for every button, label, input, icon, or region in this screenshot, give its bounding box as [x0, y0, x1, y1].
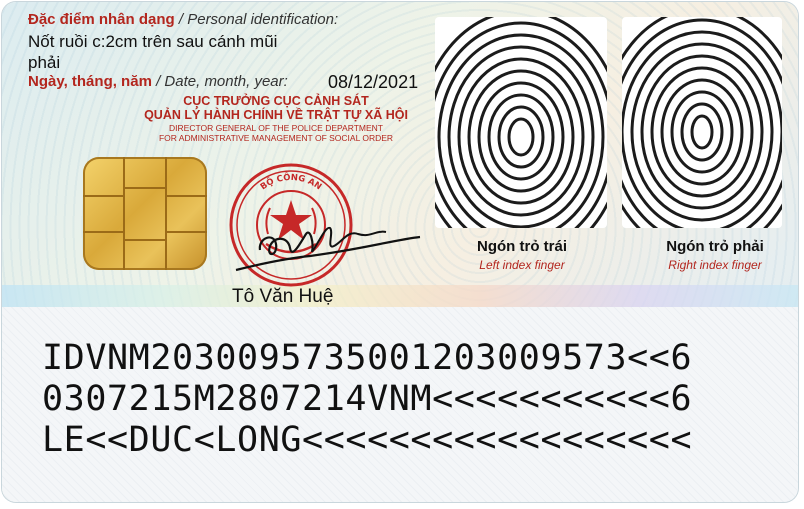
- identification-label-vn: Đặc điểm nhân dạng: [28, 11, 175, 28]
- date-label-vn: Ngày, tháng, năm: [28, 73, 152, 90]
- issue-date-value: 08/12/2021: [328, 72, 419, 92]
- holographic-strip: [2, 285, 798, 307]
- authority-title-en-line1: DIRECTOR GENERAL OF THE POLICE DEPARTMENT: [169, 123, 383, 133]
- left-index-fingerprint: [435, 17, 607, 228]
- mrz-line-1: IDVNM2030095735001203009573<<6: [42, 338, 693, 378]
- right-finger-caption-vn: Ngón trỏ phải: [666, 238, 764, 255]
- identification-label: Đặc điểm nhân dạng / Personal identification:: [28, 11, 339, 28]
- authority-title-en-line2: FOR ADMINISTRATIVE MANAGEMENT OF SOCIAL ORDER: [158, 133, 394, 143]
- identification-value-line1: Nốt ruồi c:2cm trên sau cánh mũi: [28, 32, 278, 51]
- id-card-back: [2, 2, 798, 502]
- left-finger-caption-vn: Ngón trỏ trái: [477, 238, 567, 255]
- mrz-line-3: LE<<DUC<LONG<<<<<<<<<<<<<<<<<<: [42, 420, 693, 460]
- right-index-fingerprint: [622, 17, 782, 228]
- signature-icon: [230, 210, 426, 286]
- signer-name: Tô Văn Huệ: [232, 286, 334, 307]
- authority-title-line2: QUẢN LÝ HÀNH CHÍNH VỀ TRẬT TỰ XÃ HỘI: [144, 108, 408, 122]
- svg-text:BỘ CÔNG AN: [259, 171, 324, 192]
- right-finger-caption-en: Right index finger: [668, 258, 762, 272]
- date-label: Ngày, tháng, năm / Date, month, year:: [28, 73, 288, 90]
- left-finger-caption-en: Left index finger: [479, 258, 565, 272]
- chip-icon: [83, 157, 207, 270]
- authority-title-line1: CỤC TRƯỞNG CỤC CẢNH SÁT: [183, 94, 369, 108]
- identification-label-en: Personal identification:: [187, 11, 339, 28]
- seal-top-text: BỘ CÔNG AN: [258, 172, 324, 193]
- identification-value-line2: phải: [28, 53, 61, 72]
- mrz-line-2: 0307215M2807214VNM<<<<<<<<<<<6: [42, 379, 693, 419]
- date-label-en: Date, month, year:: [164, 73, 288, 90]
